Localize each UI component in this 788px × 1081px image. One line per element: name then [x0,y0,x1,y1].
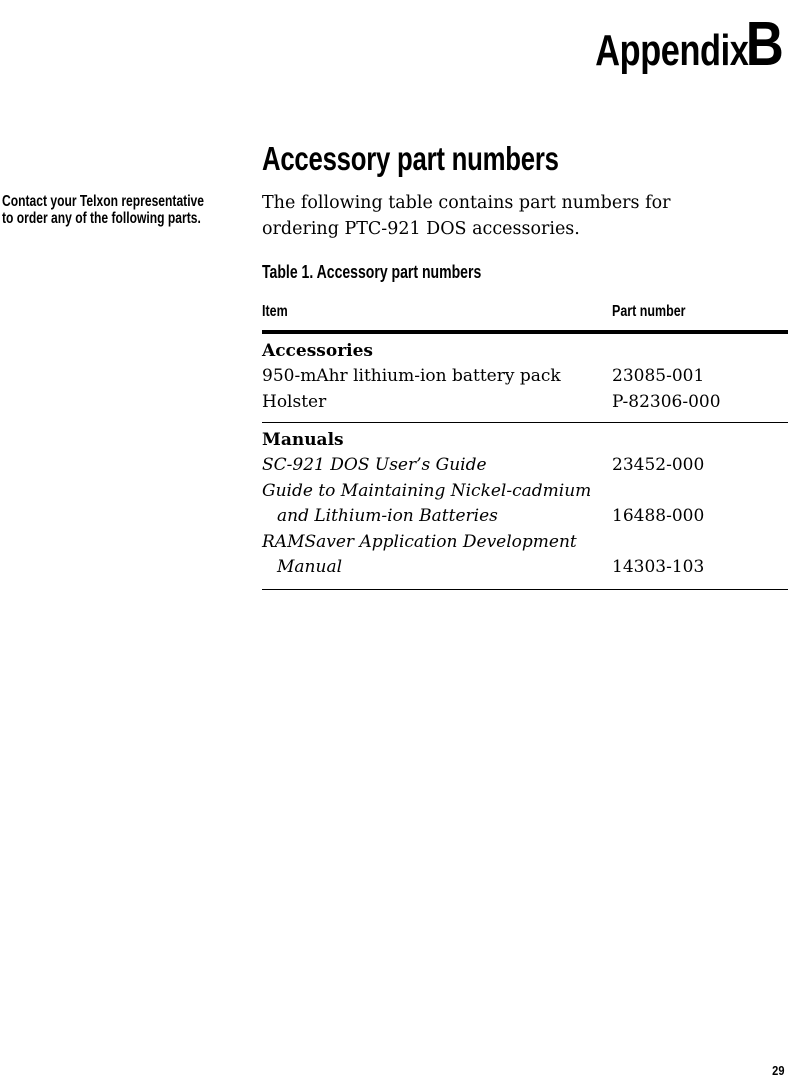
margin-note-line-1: Contact your Telxon representative [2,193,205,210]
group-title: Manuals [262,430,344,450]
table-row [262,530,788,581]
part-number: 14303-103 [612,557,705,577]
item-name: 950-mAhr lithium-ion battery pack [262,366,561,386]
table-caption: Table 1. Accessory part numbers [262,262,482,282]
section-title: Accessory part numbers [262,140,559,177]
intro-line-2: ordering PTC-921 DOS accessories. [262,219,580,239]
group-title: Accessories [262,341,373,361]
margin-note-line-2: to order any of the following parts. [2,210,201,227]
table-group-manuals [262,427,788,581]
table-row [262,453,788,479]
group-divider [262,422,788,423]
table-row [262,479,788,530]
part-number: 23452-000 [612,455,705,475]
appendix-letter: B [745,10,784,79]
appendix-word: Appendix [595,26,749,75]
intro-line-1: The following table contains part numbers for [262,193,671,213]
item-name: Guide to Maintaining Nickel-cadmium [262,480,592,501]
intro-paragraph [262,190,722,242]
margin-note [2,193,205,227]
item-name: SC-921 DOS User’s Guide [262,455,487,475]
table-group-accessories [262,338,788,415]
table-row [262,364,788,390]
column-header-part-number: Part number [612,303,686,320]
column-header-item: Item [262,303,288,320]
item-name: Holster [262,391,327,412]
table-bottom-rule [262,589,788,590]
item-name-continued: Manual [277,557,343,577]
table-row [262,390,788,416]
part-number: 16488-000 [612,506,705,526]
table-header [262,303,788,333]
appendix-heading [552,10,784,79]
item-name-continued: and Lithium-ion Batteries [277,506,498,526]
item-name: RAMSaver Application Development [262,531,577,552]
page-number: 29 [771,1063,784,1078]
part-number: P-82306-000 [612,391,721,412]
table-header-rule [262,330,788,334]
part-number: 23085-001 [612,366,705,386]
